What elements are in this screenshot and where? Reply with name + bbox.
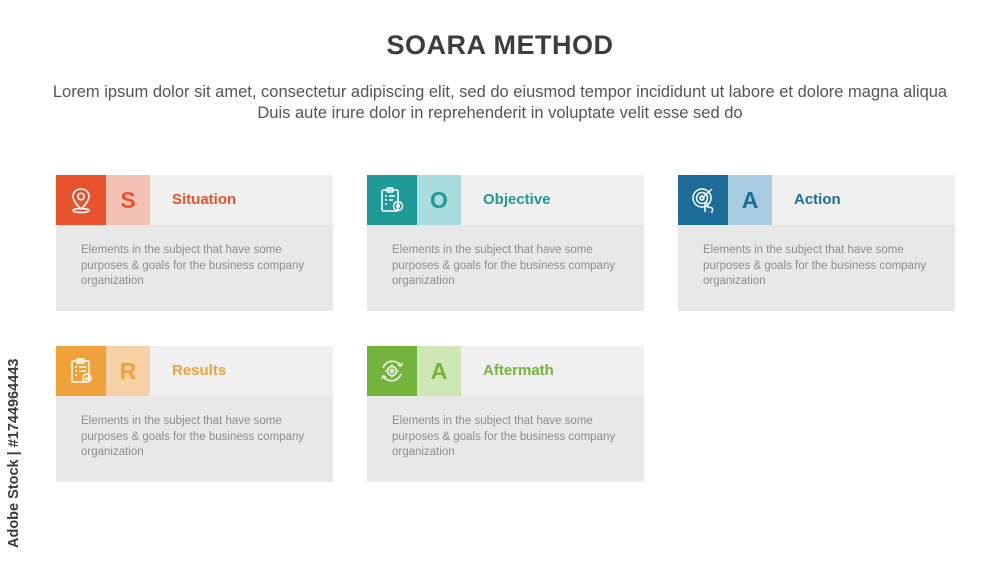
card-label: Action — [794, 191, 841, 208]
card-objective — [367, 175, 644, 311]
card-label: Results — [172, 362, 227, 379]
card-letter: A — [417, 346, 461, 396]
card-label: Situation — [172, 191, 237, 208]
card-aftermath — [367, 346, 644, 482]
gear-cycle-icon — [367, 346, 417, 396]
card-letter: R — [106, 346, 150, 396]
card-label: Aftermath — [483, 362, 554, 379]
card-letter: A — [728, 175, 772, 225]
card-label: Objective — [483, 191, 551, 208]
card-results — [56, 346, 333, 482]
card-situation — [56, 175, 333, 311]
card-description: Elements in the subject that have some purposes & goals for the business company organization — [81, 244, 305, 287]
card-description: Elements in the subject that have some purposes & goals for the business company organization — [392, 244, 616, 287]
card-action — [678, 175, 955, 311]
clipboard-target-icon — [367, 175, 417, 225]
checklist-icon — [56, 346, 106, 396]
page-subtitle: Lorem ipsum dolor sit amet, consectetur adipiscing elit, sed do eiusmod tempor incididunt ut labore et dolore magna aliqua Duis aute irure dolor in reprehenderit in voluptate velit esse sed do — [52, 83, 948, 122]
stock-watermark: Adobe Stock | #1744964443 — [6, 358, 22, 548]
page-title: SOARA METHOD — [386, 30, 614, 60]
card-description: Elements in the subject that have some purposes & goals for the business company organization — [392, 415, 616, 458]
target-hand-icon — [678, 175, 728, 225]
card-description: Elements in the subject that have some purposes & goals for the business company organization — [81, 415, 305, 458]
card-letter: O — [417, 175, 461, 225]
card-letter: S — [106, 175, 150, 225]
map-pin-icon — [56, 175, 106, 225]
card-description: Elements in the subject that have some purposes & goals for the business company organization — [703, 244, 927, 287]
